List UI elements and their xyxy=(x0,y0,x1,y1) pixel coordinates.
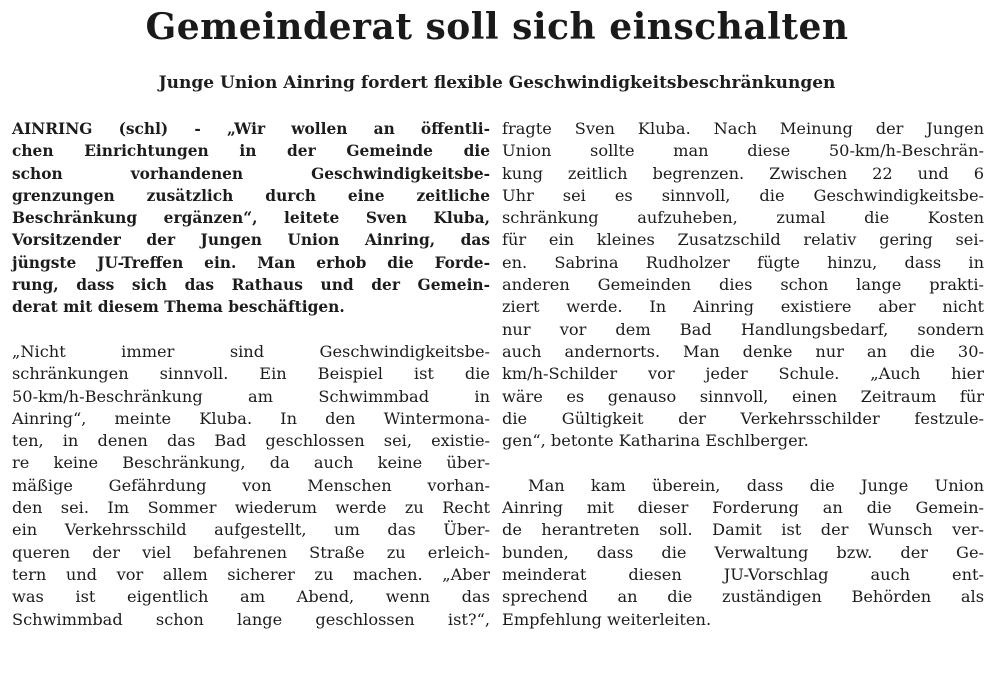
text-line: re keine Beschränkung, da auch keine über- xyxy=(12,453,490,473)
text-line: grenzungen zusätzlich durch eine zeitliche xyxy=(12,186,490,205)
text-line: für ein kleines Zusatzschild relativ gering sei- xyxy=(502,230,984,250)
text-line: fragte Sven Kluba. Nach Meinung der Jungen xyxy=(502,119,984,138)
text-line: Uhr sei es sinnvoll, die Geschwindigkeitsbe- xyxy=(502,185,984,205)
text-line: derat mit diesem Thema beschäftigen. xyxy=(12,298,345,317)
text-line: jüngste JU-Treffen ein. Man erhob die Forde- xyxy=(12,253,490,272)
paragraph-gap xyxy=(502,452,984,474)
text-line: AINRING (schl) - „Wir wollen an öffentli- xyxy=(12,120,490,138)
text-line: meinderat diesen JU-Vorschlag auch ent- xyxy=(502,564,984,584)
text-line: was ist eigentlich am Abend, wenn das xyxy=(12,587,490,607)
text-line: queren der viel befahrenen Straße zu erleich- xyxy=(12,542,490,562)
text-line: nur vor dem Bad Handlungsbedarf, sondern xyxy=(502,319,984,339)
headline: Gemeinderat soll sich einschalten xyxy=(145,6,849,48)
text-line: schränkung aufzuheben, zumal die Kosten xyxy=(502,208,984,228)
text-line: Empfehlung weiterleiten. xyxy=(502,609,712,629)
text-line: ein Verkehrsschild aufgestellt, um das Über- xyxy=(12,520,490,540)
text-line: chen Einrichtungen in der Gemeinde die xyxy=(12,142,490,161)
text-line: Schwimmbad schon lange geschlossen ist?“, xyxy=(12,609,490,629)
text-line: gen“, betonte Katharina Eschlberger. xyxy=(502,431,809,451)
body-paragraph xyxy=(502,475,984,631)
text-line: Union sollte man diese 50-km/h-Beschrän- xyxy=(502,141,984,161)
text-line: sprechend an die zuständigen Behörden als xyxy=(502,587,984,607)
text-line: Man kam überein, dass die Junge Union xyxy=(528,475,984,495)
text-line: auch andernorts. Man denke nur an die 30- xyxy=(502,341,984,361)
text-line: „Nicht immer sind Geschwindigkeitsbe- xyxy=(12,341,490,361)
text-line: Ainring mit dieser Forderung an die Gemein- xyxy=(502,498,984,518)
text-line: schränkungen sinnvoll. Ein Beispiel ist die xyxy=(12,364,490,384)
text-line: anderen Gemeinden dies schon lange prakti- xyxy=(502,275,984,295)
text-line: de herantreten soll. Damit ist der Wunsch ver- xyxy=(502,520,984,540)
left-column xyxy=(12,118,490,631)
text-line: den sei. Im Sommer wiederum werde zu Recht xyxy=(12,498,490,518)
paragraph-gap xyxy=(12,319,490,341)
text-line: Ainring“, meinte Kluba. In den Wintermona- xyxy=(12,408,490,428)
text-line: kung zeitlich begrenzen. Zwischen 22 und 6 xyxy=(502,163,984,183)
text-line: wäre es genauso sinnvoll, einen Zeitraum für xyxy=(502,386,984,406)
body-paragraph xyxy=(12,341,490,631)
text-line: ziert werde. In Ainring existiere aber nicht xyxy=(502,297,984,317)
text-line: bunden, dass die Verwaltung bzw. der Ge- xyxy=(502,542,984,562)
text-line: ten, in denen das Bad geschlossen sei, existie- xyxy=(12,431,490,451)
body-paragraph xyxy=(502,118,984,452)
text-line: 50-km/h-Beschränkung am Schwimmbad in xyxy=(12,386,490,406)
lead-paragraph xyxy=(12,118,490,319)
text-line: en. Sabrina Rudholzer fügte hinzu, dass in xyxy=(502,252,984,272)
subheadline: Junge Union Ainring fordert flexible Geschwindigkeitsbeschränkungen xyxy=(158,73,836,93)
text-line: Beschränkung ergänzen“, leitete Sven Kluba, xyxy=(12,209,490,228)
text-line: tern und vor allem sicherer zu machen. „Aber xyxy=(12,564,490,584)
text-line: Vorsitzender der Jungen Union Ainring, das xyxy=(12,231,490,250)
text-line: die Gültigkeit der Verkehrsschilder festzule- xyxy=(502,408,984,428)
right-column xyxy=(502,118,984,631)
text-line: schon vorhandenen Geschwindigkeitsbe- xyxy=(12,164,490,183)
text-line: mäßige Gefährdung von Menschen vorhan- xyxy=(12,475,490,495)
text-line: rung, dass sich das Rathaus und der Gemein- xyxy=(12,276,490,295)
text-line: km/h-Schilder vor jeder Schule. „Auch hier xyxy=(502,364,984,384)
